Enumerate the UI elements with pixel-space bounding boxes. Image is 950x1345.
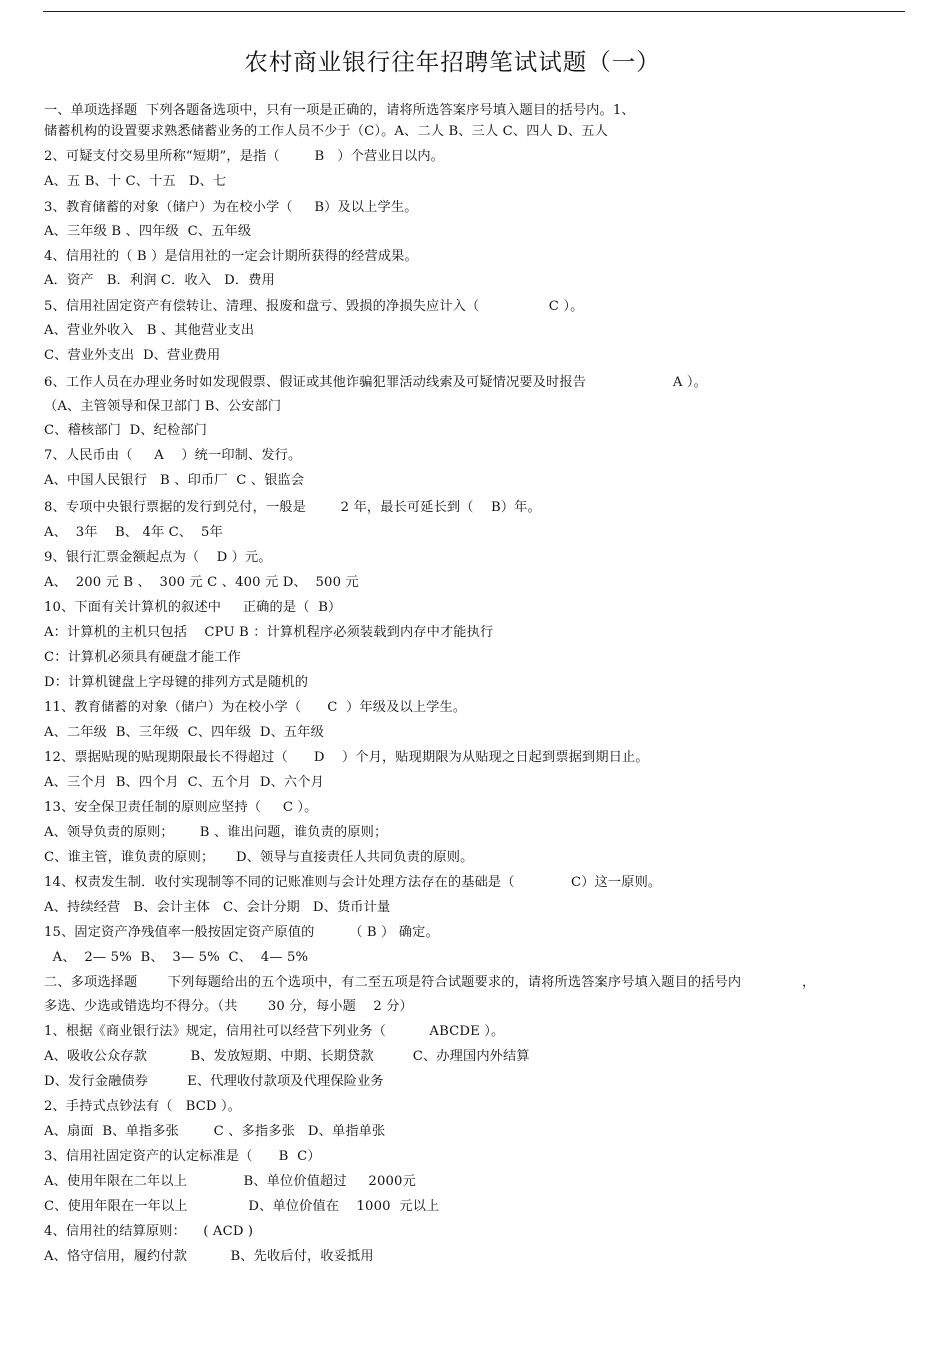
text-line: 储蓄机构的设置要求熟悉储蓄业务的工作人员不少于（C）。A、二人 B、三人 C、四人 D、五人 [44, 124, 608, 139]
text-line: D、发行金融债券 E、代理收付款项及代理保险业务 [44, 1074, 384, 1089]
text-line: A、三年级 B 、四年级 C、五年级 [44, 224, 252, 239]
text-line: 13、安全保卫责任制的原则应坚持（ C ）。 [44, 800, 318, 815]
text-line: C、营业外支出 D、营业费用 [44, 348, 221, 363]
text-line: A、二年级 B、三年级 C、四年级 D、五年级 [44, 725, 324, 740]
text-line: A、使用年限在二年以上 B、单位价值超过 2000元 [44, 1174, 416, 1189]
text-line: A、持续经营 B、会计主体 C、会计分期 D、货币计量 [44, 900, 391, 915]
text-line: （A、主管领导和保卫部门 B、公安部门 [44, 399, 282, 414]
text-line: 14、权责发生制．收付实现制等不同的记账准则与会计处理方法存在的基础是（ C）这一原则。 [44, 875, 662, 890]
text-line: 2、手持式点钞法有（ BCD ）。 [44, 1099, 242, 1114]
text-line: A、 200 元 B 、 300 元 C 、400 元 D、 500 元 [44, 575, 359, 590]
text-line: 7、人民币由（ A ）统一印制、发行。 [44, 448, 302, 463]
text-line: C、稽核部门 D、纪检部门 [44, 423, 208, 438]
text-line: 12、票据贴现的贴现期限最长不得超过（ D ）个月，贴现期限为从贴现之日起到票据到期日止。 [44, 750, 649, 765]
text-line: A、中国人民银行 B 、印币厂 C 、银监会 [44, 473, 305, 488]
text-line: 6、工作人员在办理业务时如发现假票、假证或其他诈骗犯罪活动线索及可疑情况要及时报告 A ）。 [44, 375, 707, 390]
text-line: 9、银行汇票金额起点为（ D ）元。 [44, 550, 272, 565]
text-line: 二、多项选择题 下列每题给出的五个选项中，有二至五项是符合试题要求的，请将所选答案序号填入题目的括号内 ， [44, 975, 816, 990]
top-rule [43, 11, 905, 12]
text-line: 多选、少选或错选均不得分。（共 30 分，每小题 2 分） [44, 999, 413, 1014]
text-line: 3、信用社固定资产的认定标准是（ B C） [44, 1149, 321, 1164]
text-line: C、使用年限在一年以上 D、单位价值在 1000 元以上 [44, 1199, 440, 1214]
text-line: C、谁主管，谁负责的原则； D、领导与直接责任人共同负责的原则。 [44, 850, 474, 865]
text-line: 15、固定资产净残值率一般按固定资产原值的 （ B ） 确定。 [44, 925, 439, 940]
text-line: A．资产 B．利润 C．收入 D．费用 [44, 273, 275, 288]
text-line: 8、专项中央银行票据的发行到兑付，一般是 2 年，最长可延长到（ B）年。 [44, 500, 541, 515]
text-line: C：计算机必须具有硬盘才能工作 [44, 650, 241, 665]
text-line: A、 3年 B、 4年 C、 5年 [44, 525, 223, 540]
text-line: 4、信用社的结算原则： ( ACD ) [44, 1224, 254, 1239]
text-line: A：计算机的主机只包括 CPU B ：计算机程序必须装载到内存中才能执行 [44, 625, 494, 640]
text-line: 一、单项选择题 下列各题备选项中，只有一项是正确的，请将所选答案序号填入题目的括号内。1、 [44, 103, 635, 118]
text-line: A、三个月 B、四个月 C、五个月 D、六个月 [44, 775, 324, 790]
text-line: 2、可疑支付交易里所称“短期”，是指（ B ）个营业日以内。 [44, 149, 445, 164]
text-line: A、领导负责的原则； B 、谁出问题，谁负责的原则； [44, 825, 388, 840]
text-line: A、扇面 B、单指多张 C 、多指多张 D、单指单张 [44, 1124, 386, 1139]
text-line: A、营业外收入 B 、其他营业支出 [44, 323, 255, 338]
text-line: A、 2— 5% B、 3— 5% C、 4— 5% [44, 950, 309, 965]
text-line: 4、信用社的（ B ）是信用社的一定会计期所获得的经营成果。 [44, 249, 418, 264]
text-line: 11、教育储蓄的对象（储户）为在校小学（ C ）年级及以上学生。 [44, 700, 467, 715]
text-line: D：计算机键盘上字母键的排列方式是随机的 [44, 675, 309, 690]
text-line: A、恪守信用，履约付款 B、先收后付，收妥抵用 [44, 1249, 374, 1264]
text-line: 3、教育储蓄的对象（储户）为在校小学（ B）及以上学生。 [44, 200, 418, 215]
text-line: A、吸收公众存款 B、发放短期、中期、长期贷款 C、办理国内外结算 [44, 1049, 530, 1064]
text-line: 1、根据《商业银行法》规定，信用社可以经营下列业务（ ABCDE ）。 [44, 1024, 505, 1039]
text-line: 10、下面有关计算机的叙述中 正确的是（ B） [44, 600, 342, 615]
text-line: A、五 B、十 C、十五 D、七 [44, 174, 227, 189]
page-title: 农村商业银行往年招聘笔试试题（一） [244, 48, 661, 76]
text-line: 5、信用社固定资产有偿转让、清理、报废和盘亏、毁损的净损失应计入（ C ）。 [44, 299, 584, 314]
